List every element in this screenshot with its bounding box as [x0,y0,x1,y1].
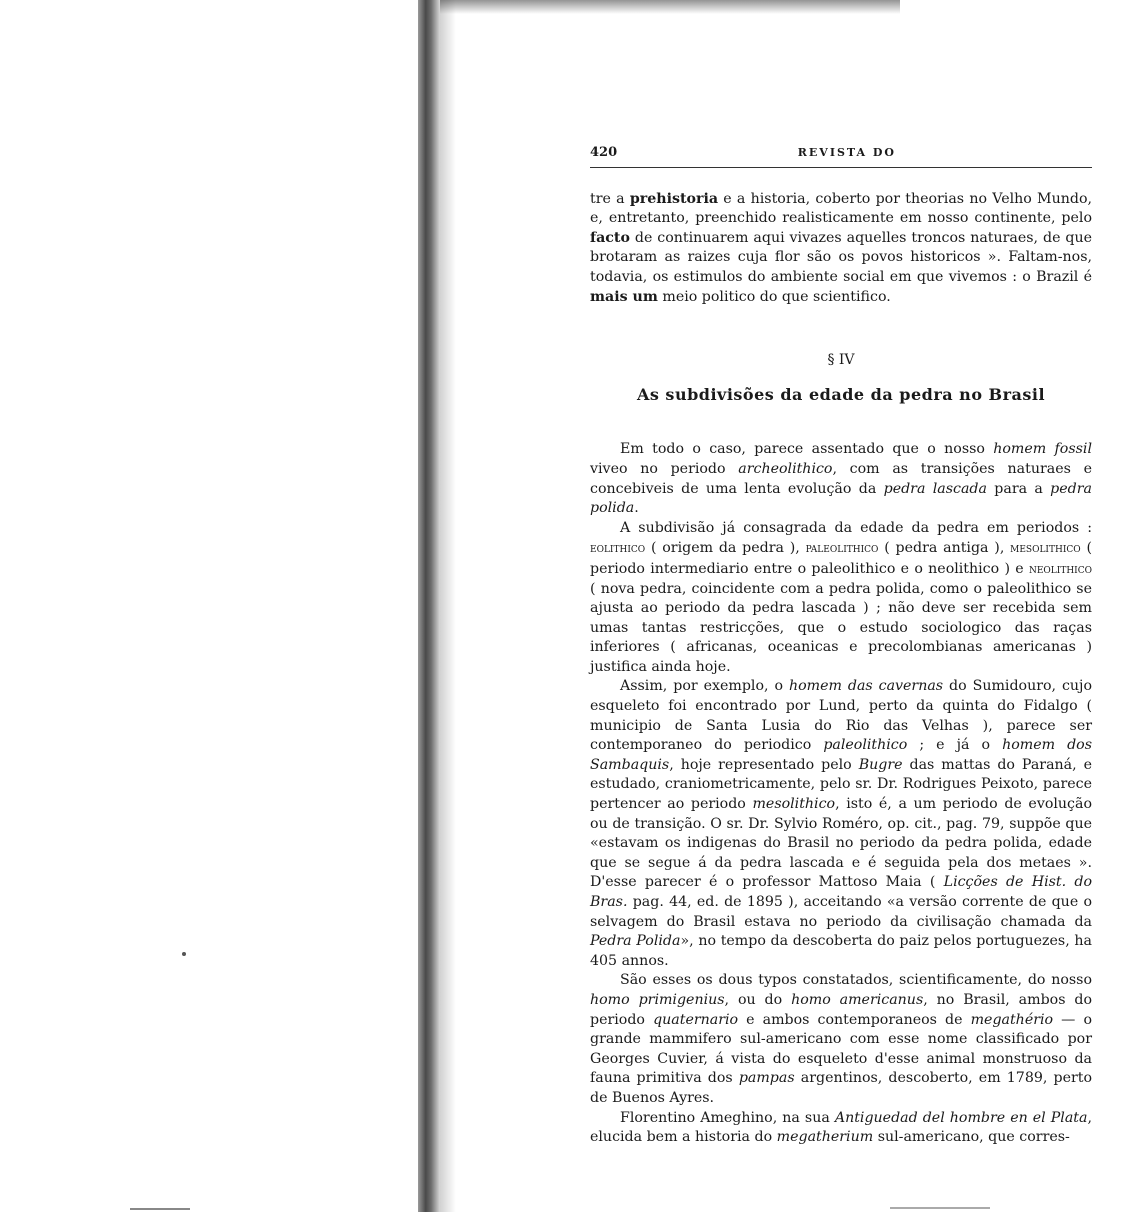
scan-smudge [440,0,900,14]
continuation-paragraph [590,190,1092,308]
paragraph [590,971,1092,1108]
text-run: viveo no periodo [590,460,739,477]
text-run: sul-americano, que corres- [873,1129,1070,1146]
text-run: paleolithico [805,540,879,556]
text-run: eolithico [590,540,646,556]
text-run: Licções de Hist. do Bras. [590,874,1092,910]
text-run: pedra polida [590,480,1092,517]
text-run: Assim, por exemplo, o [620,678,789,695]
text-run: , com as transições naturaes e concebiveis de uma lenta evolução da [590,460,1092,497]
text-run: mesolithico [752,796,836,813]
text-run: Pedra Polida [590,933,681,950]
paragraph [590,440,1092,518]
text-run: do Sumidouro, cujo esqueleto foi encontrado por Lund, perto da quinta do Fidalgo ( municipio de Santa Lusia do Rio das Velhas ), parece ser contemporaneo do periodico [590,678,1092,754]
text-run: Bugre [858,756,903,773]
text-run: homo americanus [791,991,924,1008]
text-run: e a historia, coberto por theorias no Velho Mundo, e, entretanto, preenchido realisticamente em nosso continente, pelo [590,190,1092,227]
text-run: argentinos, descoberto, em 1789, perto de Buenos Ayres. [590,1070,1093,1106]
speck [182,952,186,956]
text-run: para a [986,480,1051,497]
running-header [590,143,1092,168]
text-run: Florentino Ameghino, na sua [620,1109,835,1126]
text-run: , ou do [724,991,792,1008]
text-run: São esses os dous typos constatados, scientificamente, do nosso [620,972,1092,989]
text-run: prehistoria [629,190,719,207]
text-run: megathério [970,1011,1054,1028]
text-run: », no tempo da descoberta do paiz pelos portuguezes, ha 405 annos. [590,933,1092,969]
paragraph [590,677,1092,971]
text-run: homo primigenius [590,991,725,1008]
facing-blank-page [0,0,420,1212]
text-run: archeolithico [738,460,833,477]
text-run: megatherium [776,1129,874,1146]
edge-mark [890,1207,990,1209]
text-run: mais um [590,288,658,305]
text-run: Em todo o caso, parece assentado que o nosso [620,441,994,458]
text-run: meio politico do que scientifico. [657,288,891,305]
text-run: , elucida bem a historia do [590,1109,1092,1146]
text-run: homem das cavernas [788,678,944,695]
text-run: quaternario [653,1011,739,1028]
text-run: homem dos Sambaquis [590,737,1092,773]
text-run: facto [590,229,630,246]
gutter-shadow [440,0,456,1212]
text-run: , no Brasil, ambos do periodo [590,991,1092,1028]
book-spine [418,0,440,1212]
text-run: de continuarem aqui vivazes aquelles troncos naturaes, de que brotaram as raizes cuja flor são os povos historicos ». Faltam-nos, todavia, os estimulos do ambiente social em que vivemos : o Brazil é [590,229,1092,285]
text-run: ( nova pedra, coincidente com a pedra polida, como o paleolithico se ajusta ao periodo da pedra lascada ) ; não deve ser recebida sem umas tantas restricções, que o estudo sociologico das raças inferiores ( africanas, oceanicas e precolombianas americanas ) justifica ainda hoje. [590,580,1092,675]
text-run: das mattas do Paraná, e estudado, craniometricamente, pelo sr. Dr. Rodrigues Peixoto, parece pertencer ao periodo [590,756,1093,813]
text-run: pedra lascada [883,480,987,497]
section-title: As subdivisões da edade da pedra no Brasil [636,384,1046,404]
running-title: REVISTA DO [797,146,896,159]
text-run: neolithico [1028,560,1092,576]
text-run: paleolithico [823,737,908,754]
text-run: — o grande mammifero sul-americano com esse nome classificado por Georges Cuvier, á vista do esqueleto d'esse animal monstruoso da fauna primitiva dos [590,1011,1092,1087]
text-run: Antiguedad del hombre en el Plata [834,1109,1088,1126]
paragraph [590,519,1092,678]
text-run: ( pedra antiga ), [878,540,1011,557]
text-run: pag. 44, ed. de 1895 ), acceitando «a versão corrente de que o selvagem do Brasil estava no periodo da civilisação chamada da [590,894,1092,930]
text-run: , isto é, a um periodo de evolução ou de transição. O sr. Dr. Sylvio Roméro, op. cit., pag. 79, suppõe que «estavam os indigenas do Brasil no periodo da pedra polida, edade que se segue á da pedra lascada e é seguida pela dos metaes ». D'esse parecer é o professor Mattoso Maia ( [590,796,1093,891]
text-run: , hoje representado pelo [669,756,859,773]
text-run: . [634,500,639,517]
text-run: ( periodo intermediario entre o paleolithico e o neolithico ) e [590,540,1092,577]
text-run: A subdivisão já consagrada da edade da pedra em periodos : [620,519,1092,536]
paragraph [590,1109,1092,1148]
text-run: tre a [590,190,630,207]
text-run: ( origem da pedra ), [645,540,806,557]
book-page [590,143,1092,1148]
section-number: § IV [827,352,855,369]
text-run: mesolithico [1010,540,1081,556]
page-number: 420 [590,145,618,160]
text-run: e ambos contemporaneos de [738,1011,971,1028]
text-run: pampas [738,1070,795,1087]
edge-mark [130,1208,190,1210]
text-run: homem fossil [993,441,1092,458]
text-run: ; e já o [907,737,1003,754]
